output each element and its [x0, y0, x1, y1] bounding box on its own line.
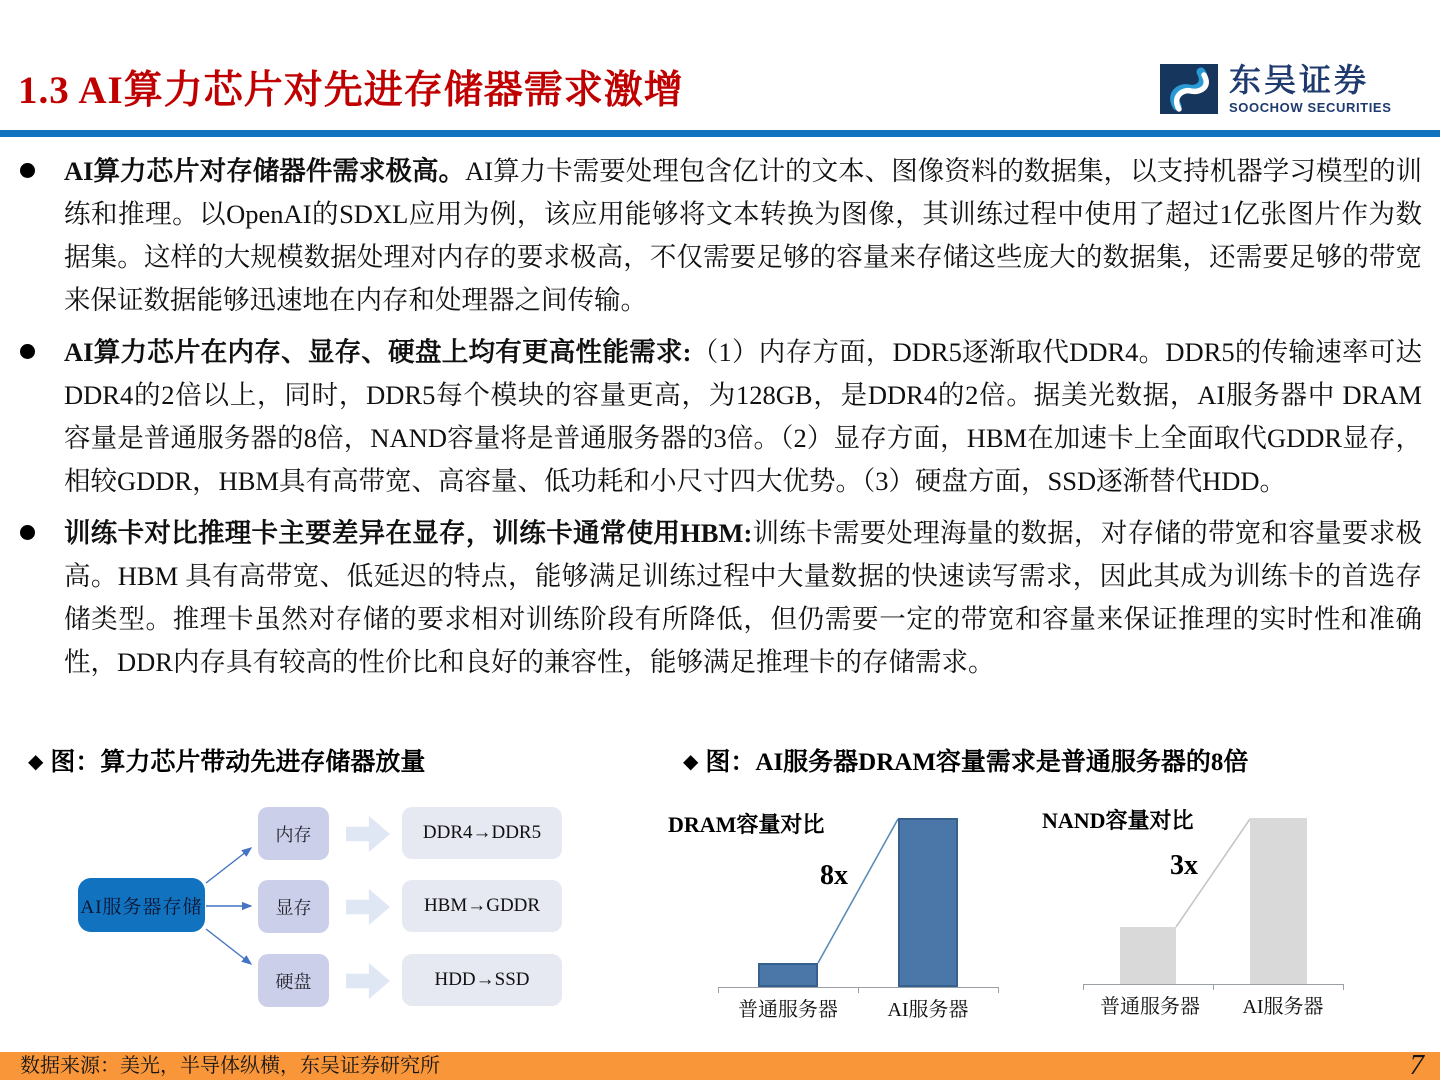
soochow-logo-icon — [1160, 64, 1218, 114]
nand-bar-normal-server — [1120, 927, 1176, 984]
diamond-icon: ◆ — [28, 751, 44, 773]
diagram-root-box — [78, 878, 205, 932]
brand-logo — [1160, 64, 1391, 114]
nand-bar-ai-server — [1250, 818, 1307, 984]
title-divider — [0, 130, 1440, 137]
bullet-icon — [20, 163, 35, 178]
bullet-body: AI算力卡需要处理包含亿计的文本、图像资料的数据集，以支持机器学习模型的训练和推理。以OpenAI的SDXL应用为例，该应用能够将文本转换为图像，其训练过程中使用了超过1亿张图片作为数据集。这样的大规模数据处理对内存的要求极高，不仅需要足够的容量来存储这些庞大的数据集，还需要足够的带宽来保证数据能够迅速地在内存和处理器之间传输。 — [64, 156, 1422, 315]
diagram-target-box-hbm: HBM→GDDR — [402, 880, 562, 932]
dram-bar-normal-server — [758, 963, 818, 987]
axis-tick — [858, 987, 859, 993]
bullet-lead: AI算力芯片在内存、显存、硬盘上均有更高性能需求: — [64, 337, 692, 367]
logo-text — [1229, 64, 1391, 114]
logo-name-cn: 东吴证券 — [1229, 62, 1370, 98]
caption-text: 图：算力芯片带动先进存储器放量 — [50, 749, 426, 776]
bullet-list — [18, 150, 1422, 693]
page-title: 1.3 AI算力芯片对先进存储器需求激增 — [18, 69, 684, 112]
diamond-icon: ◆ — [683, 751, 699, 773]
logo-name-en: SOOCHOW SECURITIES — [1229, 100, 1392, 115]
dram-bar-ai-server — [898, 818, 958, 987]
figure-caption-right — [683, 742, 1248, 778]
figure-caption-left — [28, 742, 425, 778]
bullet-body: （1）内存方面，DDR5逐渐取代DDR4。DDR5的传输速率可达DDR4的2倍以上，同时，DDR5每个模块的容量更高，为128GB，是DDR4的2倍。据美光数据，AI服务器中 DRAM 容量是普通服务器的8倍，NAND容量将是普通服务器的3倍。（2）显存方面，HBM在加速卡上全面取代GDDR显存，相较GDDR，HBM具有高带宽、高容量、低功耗和小尺寸四大优势。（3）硬盘方面，SSD逐渐替代HDD。 — [64, 337, 1422, 496]
bullet-item-2 — [18, 331, 1422, 503]
nand-chart-title: NAND容量对比 — [1042, 808, 1194, 833]
bullet-lead: 训练卡对比推理卡主要差异在显存，训练卡通常使用HBM: — [64, 518, 753, 548]
capacity-charts — [660, 790, 1440, 1040]
axis-tick — [718, 987, 719, 993]
dram-category-label: AI服务器 — [887, 999, 969, 1021]
nand-category-label: AI服务器 — [1242, 996, 1324, 1018]
data-source-text: 数据来源：美光，半导体纵横，东吴证券研究所 — [20, 1055, 440, 1077]
diagram-target-box-ssd: HDD→SSD — [402, 954, 562, 1006]
bullet-icon — [20, 344, 35, 359]
nand-ratio-label: 3x — [1170, 850, 1198, 881]
diagram-mid-box-vram: 显存 — [258, 880, 329, 933]
bullet-item-3 — [18, 512, 1422, 684]
storage-flow-diagram — [60, 790, 630, 1025]
dram-category-label: 普通服务器 — [738, 999, 838, 1021]
diagram-mid-box-memory: 内存 — [258, 807, 329, 860]
dram-chart-title: DRAM容量对比 — [668, 812, 825, 837]
axis-tick — [998, 987, 999, 993]
root-box-label: AI服务器存储 — [80, 896, 203, 918]
bullet-item-1 — [18, 150, 1422, 322]
bullet-icon — [20, 525, 35, 540]
nand-category-label: 普通服务器 — [1100, 996, 1200, 1018]
caption-text: 图：AI服务器DRAM容量需求是普通服务器的8倍 — [705, 749, 1249, 776]
bullet-lead: AI算力芯片对存储器件需求极高。 — [64, 156, 466, 186]
diagram-target-box-ddr: DDR4→DDR5 — [402, 807, 562, 859]
page-number: 7 — [1409, 1049, 1424, 1080]
dram-ratio-label: 8x — [820, 860, 848, 891]
diagram-mid-box-disk: 硬盘 — [258, 954, 329, 1007]
footer-bar — [0, 1049, 1440, 1080]
bullet-body: 训练卡需要处理海量的数据，对存储的带宽和容量要求极高。HBM 具有高带宽、低延迟的特点，能够满足训练过程中大量数据的快速读写需求，因此其成为训练卡的首选存储类型。推理卡虽然对存储的要求相对训练阶段有所降低，但仍需要一定的带宽和容量来保证推理的实时性和准确性，DDR内存具有较高的性价比和良好的兼容性，能够满足推理卡的存储需求。 — [64, 518, 1423, 677]
